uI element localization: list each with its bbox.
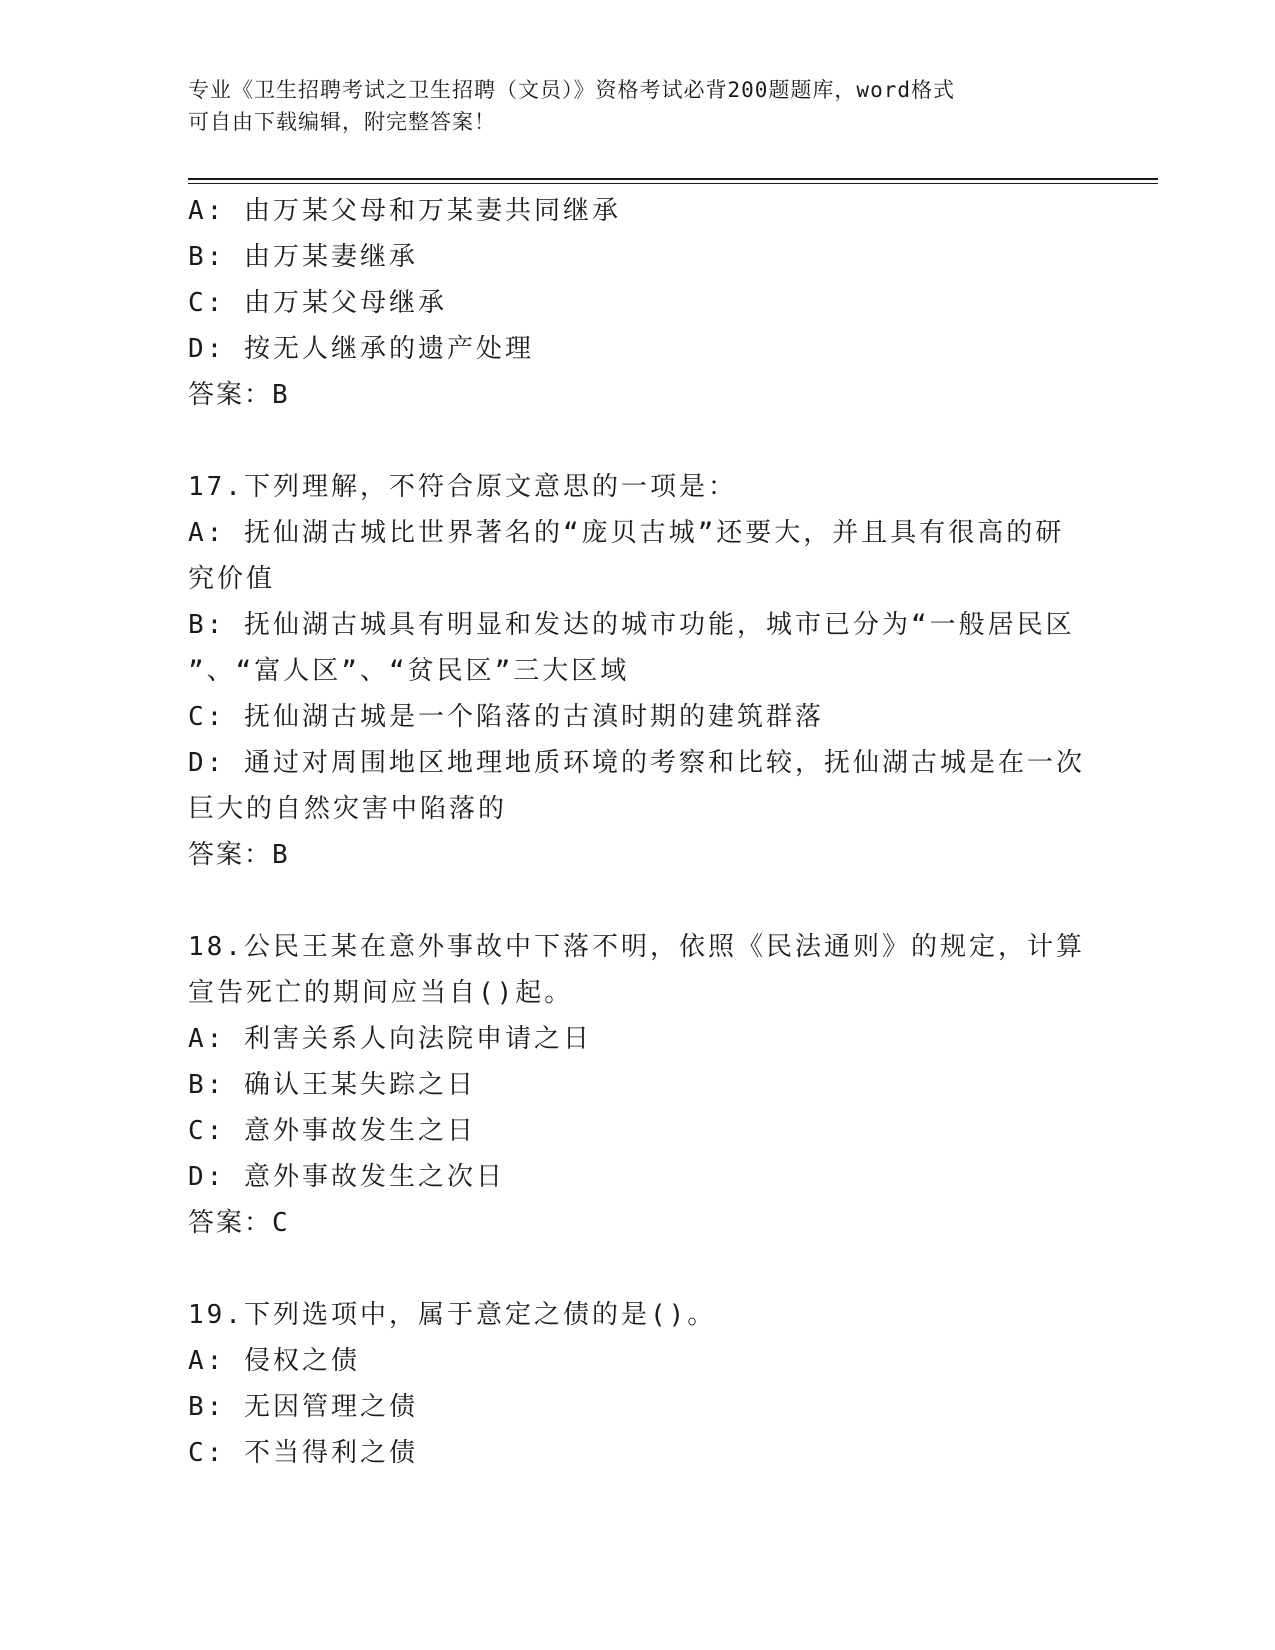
answer: 答案：C <box>188 1208 290 1238</box>
question-text: 19.下列选项中，属于意定之债的是()。 <box>188 1300 717 1330</box>
option-d-line-1: D: 通过对周围地区地理地质环境的考察和比较，抚仙湖古城是在一次 <box>188 748 1085 778</box>
option-d-line-2: 巨大的自然灾害中陷落的 <box>188 794 508 824</box>
option-a: A: 侵权之债 <box>188 1346 360 1376</box>
option-a-line-1: A: 抚仙湖古城比世界著名的“庞贝古城”还要大，并且具有很高的研 <box>188 518 1065 548</box>
header-line-1: 专业《卫生招聘考试之卫生招聘（文员）》资格考试必背200题题库，word格式 <box>188 78 955 102</box>
option-b-line-1: B: 抚仙湖古城具有明显和发达的城市功能，城市已分为“一般居民区 <box>188 610 1075 640</box>
option-c: C: 由万某父母继承 <box>188 288 447 318</box>
question-19 <box>188 1292 1088 1476</box>
option-b: B: 确认王某失踪之日 <box>188 1070 476 1100</box>
spacer <box>188 878 1088 924</box>
answer: 答案：B <box>188 380 290 410</box>
header-line-2: 可自由下载编辑，附完整答案！ <box>188 110 496 134</box>
option-d: D: 按无人继承的遗产处理 <box>188 334 534 364</box>
option-a-line-2: 究价值 <box>188 564 276 594</box>
header-rule-thick <box>188 178 1158 180</box>
option-a: A: 由万某父母和万某妻共同继承 <box>188 196 621 226</box>
option-c: C: 不当得利之债 <box>188 1438 418 1468</box>
option-b-line-2: ”、“富人区”、“贫民区”三大区域 <box>188 656 630 686</box>
spacer <box>188 1246 1088 1292</box>
question-text: 17.下列理解，不符合原文意思的一项是： <box>188 472 737 502</box>
document-header <box>188 74 1068 138</box>
question-16 <box>188 188 1088 418</box>
question-17 <box>188 464 1088 878</box>
answer: 答案：B <box>188 840 290 870</box>
option-b: B: 由万某妻继承 <box>188 242 418 272</box>
header-rule-thin <box>188 183 1158 184</box>
spacer <box>188 418 1088 464</box>
option-a: A: 利害关系人向法院申请之日 <box>188 1024 592 1054</box>
question-text-line-2: 宣告死亡的期间应当自()起。 <box>188 978 574 1008</box>
option-c: C: 抚仙湖古城是一个陷落的古滇时期的建筑群落 <box>188 702 824 732</box>
option-d: D: 意外事故发生之次日 <box>188 1162 505 1192</box>
question-18 <box>188 924 1088 1246</box>
question-list <box>188 188 1088 1476</box>
option-b: B: 无因管理之债 <box>188 1392 418 1422</box>
option-c: C: 意外事故发生之日 <box>188 1116 476 1146</box>
question-text-line-1: 18.公民王某在意外事故中下落不明，依照《民法通则》的规定，计算 <box>188 932 1085 962</box>
